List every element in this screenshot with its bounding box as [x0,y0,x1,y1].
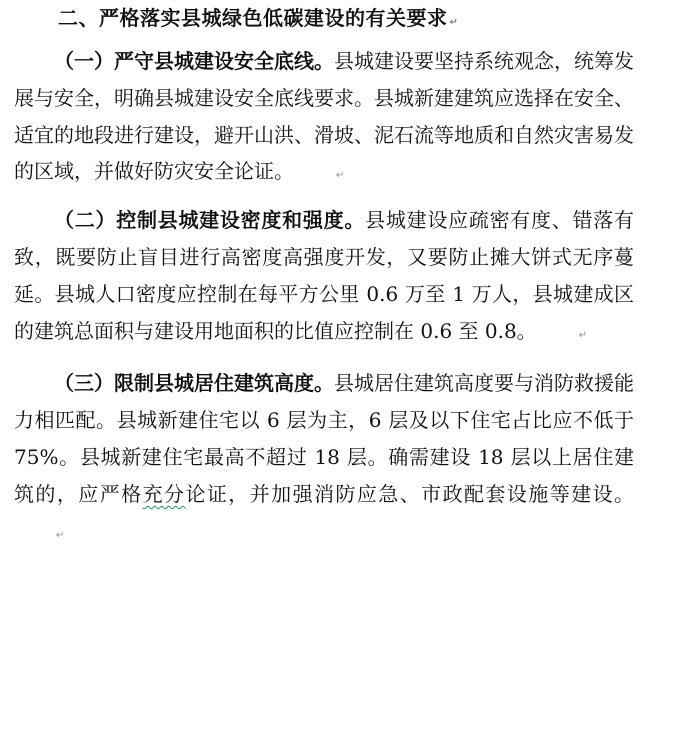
section-heading-text: 二、严格落实县城绿色低碳建设的有关要求 [58,6,448,30]
paragraph-mark-icon [16,531,64,541]
paragraph-2-body: 县城建设应疏密有度、错落有致，既要防止盲目进行高密度高强度开发，又要防止摊大饼式无序蔓延。县城人口密度应控制在每平方公里 0.6 万至 1 万人，县城建成区的建筑总面积与建设用地面积的比值应控制在 0.6 至 0.8。 [14,208,635,343]
paragraph-2 [14,202,634,349]
paragraph-mark-icon [296,171,344,181]
paragraph-3-body-end: 论证，并加强消防应急、市政配套设施等建设。 [185,481,635,506]
paragraph-1-lead: （一）严守县城建设安全底线。 [54,49,334,73]
paragraph-1 [14,43,634,190]
paragraph-2-lead: （二）控制县城建设密度和强度。 [54,208,366,233]
paragraph-3 [14,365,634,549]
paragraph-1-body: 县城建设要坚持系统观念，统筹发展与安全，明确县城建设安全底线要求。县城新建建筑应选择在安全、适宜的地段进行建设，避开山洪、滑坡、泥石流等地质和自然灾害易发的区域，并做好防灾安全论证。 [14,49,634,184]
grammar-check-underline[interactable]: 充分 [142,481,186,506]
paragraph-3-body-start: 县城居住建筑高度要与消防救援能力相匹配。县城新建住宅以 6 层为主，6 层及以下住宅占比应不低于 75%。县城新建住宅最高不超过 18 层。确需建设 18 层以上居住建筑的，应严格 [14,371,634,506]
paragraph-mark-icon [450,18,459,28]
paragraph-mark-icon [539,331,587,341]
document-page [14,0,634,549]
paragraph-3-lead: （三）限制县城居住建筑高度。 [54,371,334,396]
section-heading [58,6,634,30]
